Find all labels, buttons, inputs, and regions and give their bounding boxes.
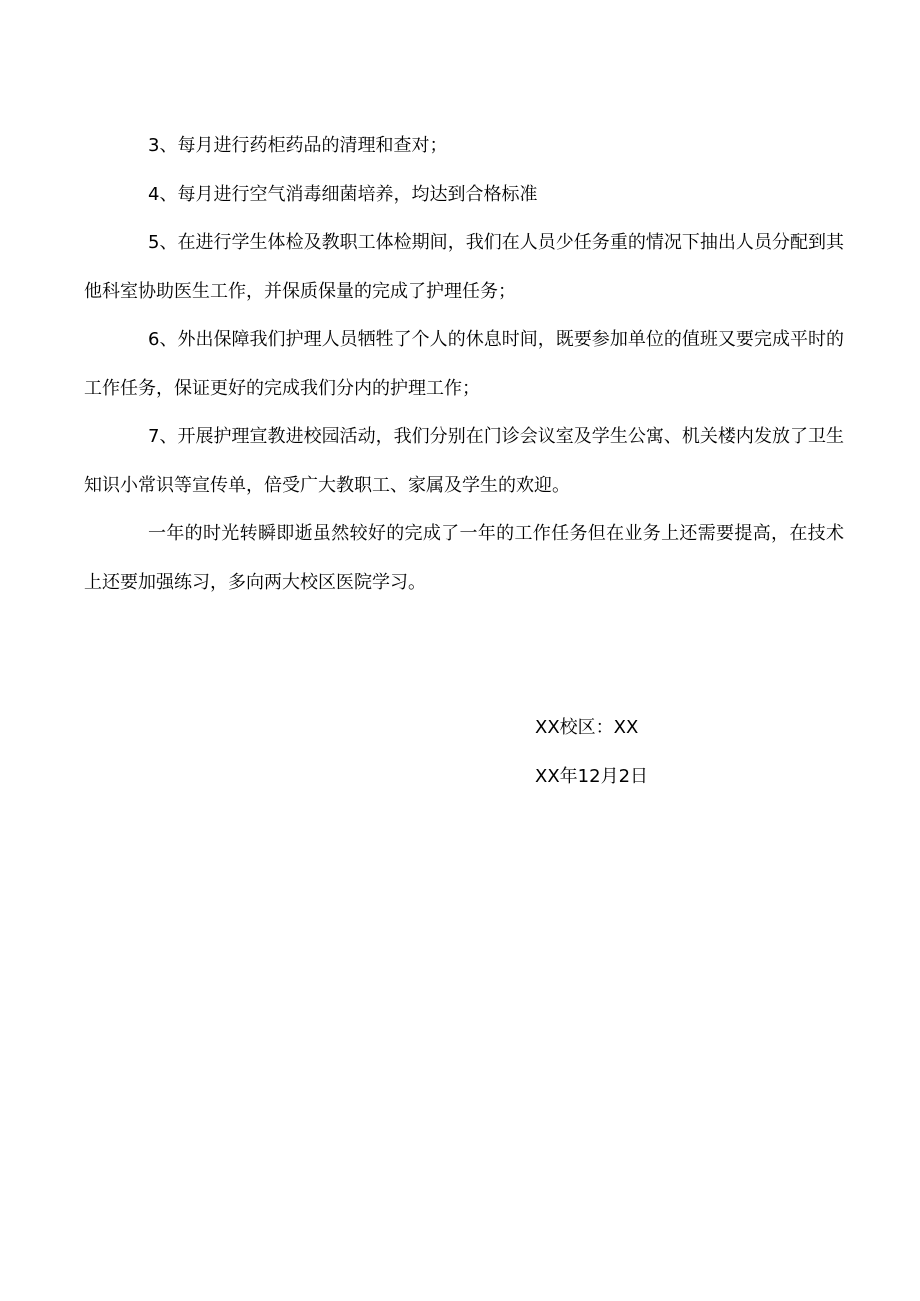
paragraph-summary: 一年的时光转瞬即逝虽然较好的完成了一年的工作任务但在业务上还需要提高，在技术上还要加强练习，多向两大校区医院学习。 (84, 523, 844, 593)
signature-block (535, 704, 835, 801)
signature-date: XX年12月2日 (535, 765, 649, 787)
paragraph-item-3: 3、每月进行药柜药品的清理和查对； (148, 135, 448, 156)
document-body (84, 122, 844, 607)
paragraph-item-6: 6、外出保障我们护理人员牺牲了个人的休息时间，既要参加单位的值班又要完成平时的工作任务，保证更好的完成我们分内的护理工作； (84, 329, 844, 399)
paragraph-item-4: 4、每月进行空气消毒细菌培养，均达到合格标准 (148, 183, 538, 205)
signature-org: XX校区：XX (535, 717, 639, 738)
paragraph-item-5: 5、在进行学生体检及教职工体检期间，我们在人员少任务重的情况下抽出人员分配到其他科室协助医生工作，并保质保量的完成了护理任务； (84, 232, 844, 302)
paragraph-item-7: 7、开展护理宣教进校园活动，我们分别在门诊会议室及学生公寓、机关楼内发放了卫生知识小常识等宣传单，倍受广大教职工、家属及学生的欢迎。 (84, 426, 844, 496)
